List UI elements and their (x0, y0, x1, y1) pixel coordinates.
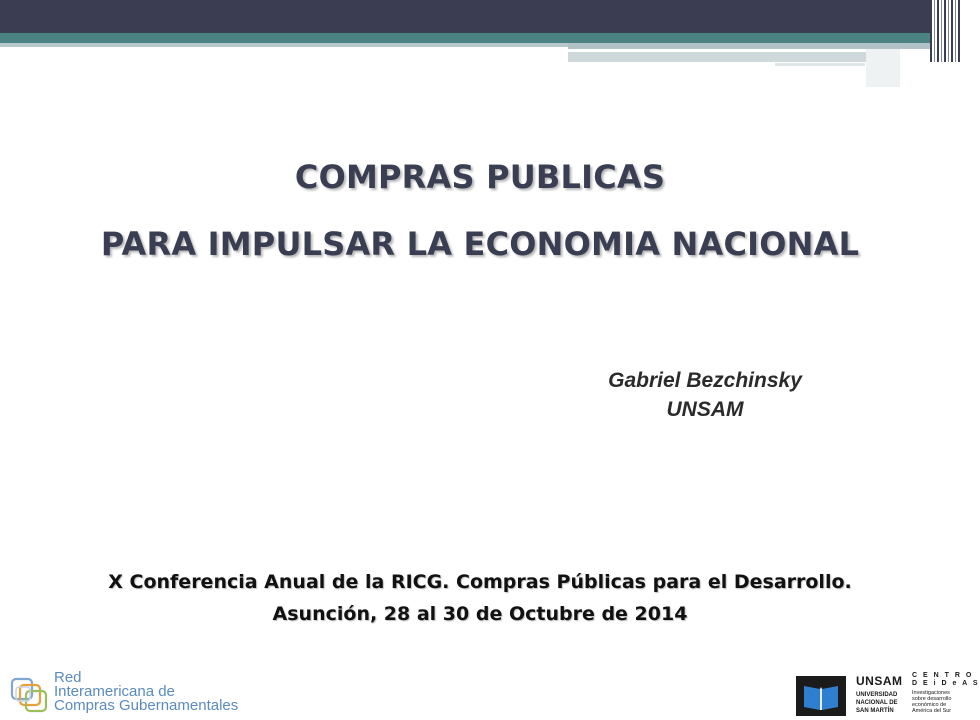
ricg-line: Interamericana de (54, 683, 175, 700)
ideas-head-line: D E i D e A S (912, 680, 980, 687)
ideas-logo-text (912, 672, 980, 714)
ideas-sub-line: América del Sur (912, 708, 952, 714)
header-stripe (775, 63, 865, 66)
conference-title: X Conferencia Anual de la RICG. Compras Públicas para el Desarrollo. (108, 571, 852, 593)
ideas-sub-line: económico de (912, 702, 947, 708)
ricg-logo-icon (10, 675, 48, 713)
ideas-sub-line: sobre desarrollo (912, 696, 952, 702)
conference-date: Asunción, 28 al 30 de Octubre de 2014 (272, 603, 688, 625)
header-accent-band (0, 33, 930, 43)
slide-title-line1: COMPRAS PUBLICAS (294, 158, 666, 196)
unsam-sub-line: NACIONAL DE (856, 700, 898, 706)
unsam-sub-line: UNIVERSIDAD (856, 692, 898, 698)
ideas-head-line: C E N T R O (912, 672, 974, 679)
corner-stripes (930, 0, 960, 62)
author-institution: UNSAM (666, 398, 744, 421)
ricg-logo-text (54, 671, 238, 713)
ricg-line: Compras Gubernamentales (54, 697, 239, 714)
ricg-line: Red (54, 669, 82, 686)
author-name: Gabriel Bezchinsky (608, 369, 802, 392)
header-stripe (0, 43, 570, 47)
unsam-title: UNSAM (856, 674, 903, 688)
header-box (866, 49, 900, 87)
slide-title-line2: PARA IMPULSAR LA ECONOMIA NACIONAL (100, 225, 860, 263)
unsam-logo-text (856, 674, 903, 715)
unsam-book-icon (796, 676, 846, 716)
ideas-sub-line: Investigaciones (912, 690, 950, 696)
unsam-sub-line: SAN MARTÍN (856, 708, 894, 714)
header-stripe (568, 52, 868, 62)
header-band (0, 0, 930, 33)
